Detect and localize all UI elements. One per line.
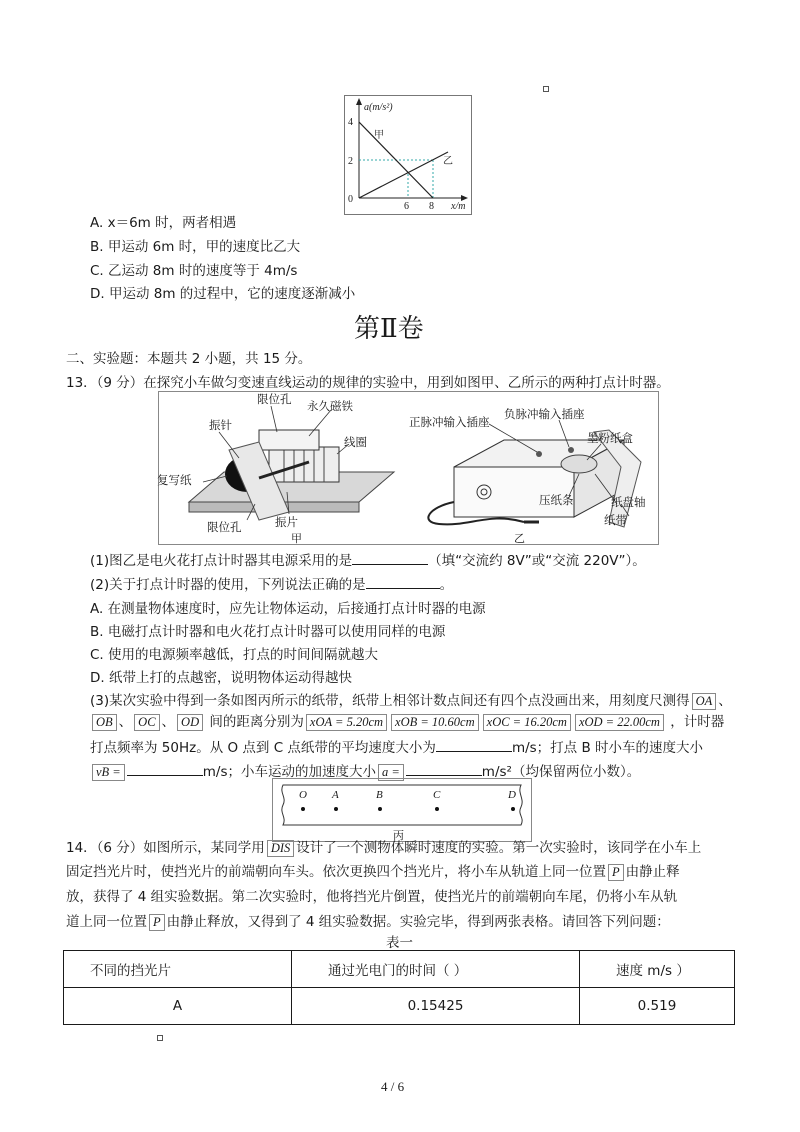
table-header-cell: 不同的挡光片 bbox=[64, 951, 292, 988]
sep-1: 、 bbox=[718, 693, 732, 709]
label-zhenzhen: 振针 bbox=[209, 418, 232, 432]
table1-caption: 表一 bbox=[386, 935, 413, 951]
box-vb: vB = bbox=[92, 764, 125, 781]
q14-text2b: 由静止释 bbox=[625, 864, 680, 880]
q12-option-d: D. 甲运动 8m 的过程中，它的速度逐渐减小 bbox=[90, 286, 356, 302]
tape-label-o: O bbox=[299, 789, 307, 801]
box-a: a = bbox=[378, 764, 404, 781]
x-tick-8: 8 bbox=[429, 201, 434, 212]
label-yongjiucitie: 永久磁铁 bbox=[307, 399, 353, 413]
label-zhenpian: 振片 bbox=[275, 515, 298, 529]
box-od: OD bbox=[177, 714, 203, 731]
label-zhipanzhou: 纸盘轴 bbox=[611, 495, 646, 509]
figure-box bbox=[158, 391, 659, 545]
box-ob: OB bbox=[92, 714, 117, 731]
line-jia bbox=[359, 122, 433, 198]
table-cell: A bbox=[64, 988, 292, 1025]
caption-jia: 甲 bbox=[291, 532, 302, 545]
label-jia: 甲 bbox=[374, 130, 384, 141]
y-tick-2: 2 bbox=[348, 156, 353, 167]
caption-yi: 乙 bbox=[514, 532, 525, 545]
q13-sub2 bbox=[90, 573, 453, 593]
q13-sub1-text: (1)图乙是电火花打点计时器其电源采用的是 bbox=[90, 553, 353, 569]
tape-dot-o bbox=[301, 807, 305, 811]
answer-blank-1[interactable] bbox=[352, 564, 428, 565]
label-yi: 乙 bbox=[443, 156, 453, 167]
meas-oc: xOC = 16.20cm bbox=[483, 714, 571, 731]
q12-option-c: C. 乙运动 8m 时的速度等于 4m/s bbox=[90, 263, 298, 279]
q14-text4a: 道上同一位置 bbox=[66, 914, 147, 930]
q14-text2a: 固定挡光片时，使挡光片的前端朝向车头。依次更换四个挡光片，将小车从轨道上同一位置 bbox=[66, 864, 606, 880]
label-yazhitiao: 压纸条 bbox=[539, 493, 574, 507]
answer-blank-4[interactable] bbox=[127, 775, 203, 776]
q14-line4 bbox=[66, 910, 670, 931]
q14-line1 bbox=[66, 836, 701, 857]
meas-od: xOD = 22.00cm bbox=[575, 714, 664, 731]
q13-sub3-text2: 间的距离分别为 bbox=[209, 714, 304, 730]
label-mofen: 墨粉纸盒 bbox=[587, 431, 633, 445]
q14-text1a: 14．（6 分）如图所示，某同学用 bbox=[66, 840, 265, 856]
box-dis: DIS bbox=[267, 840, 294, 857]
q14-text1b: 设计了一个测物体瞬时速度的实验。第一次实验时，该同学在小车上 bbox=[296, 840, 702, 856]
section-title: 第Ⅱ卷 bbox=[354, 314, 424, 343]
label-zhidai: 纸带 bbox=[604, 513, 627, 527]
label-xianquan: 线圈 bbox=[344, 435, 367, 449]
table-cell: 0.15425 bbox=[292, 988, 580, 1025]
q12-option-b: B. 甲运动 6m 时，甲的速度比乙大 bbox=[90, 239, 301, 255]
y-tick-0: 0 bbox=[348, 194, 353, 205]
q14-line3: 放，获得了 4 组实验数据。第二次实验时，他将挡光片倒置，使挡光片的前端朝向车尾，仍将小车从轨 bbox=[66, 889, 678, 905]
sep-3: 、 bbox=[161, 714, 176, 730]
acceleration-graph bbox=[344, 95, 472, 215]
x-axis-label: x/m bbox=[451, 201, 466, 212]
marker-square bbox=[543, 86, 549, 92]
label-fuxiezhi: 复写纸 bbox=[157, 473, 192, 487]
q13-sub3-text4b: m/s²（均保留两位小数）。 bbox=[481, 764, 641, 780]
table1 bbox=[63, 950, 735, 1025]
tape-dot-d bbox=[511, 807, 515, 811]
q13-sub3-line2 bbox=[90, 710, 724, 731]
tape-dot-a bbox=[334, 807, 338, 811]
table-header-cell: 通过光电门的时间（ ） bbox=[292, 951, 580, 988]
q13-sub2-text: (2)关于打点计时器的使用，下列说法正确的是 bbox=[90, 577, 366, 593]
label-xianweikong-top: 限位孔 bbox=[257, 392, 292, 406]
y-axis-arrow bbox=[356, 98, 362, 105]
tape-label-c: C bbox=[433, 789, 441, 801]
table-header-cell: 速度 m/s ） bbox=[580, 951, 735, 988]
label-zheng: 正脉冲输入插座 bbox=[409, 415, 490, 429]
tape-label-b: B bbox=[376, 789, 383, 801]
sep-2: 、 bbox=[118, 714, 133, 730]
y-axis-label: a(m/s²) bbox=[364, 102, 393, 113]
q13-option-b: B. 电磁打点计时器和电火花打点计时器可以使用同样的电源 bbox=[90, 624, 446, 640]
line-yi bbox=[359, 152, 448, 198]
q13-option-c: C. 使用的电源频率越低，打点的时间间隔就越大 bbox=[90, 647, 379, 663]
table-cell: 0.519 bbox=[580, 988, 735, 1025]
q13-sub3-line3 bbox=[90, 736, 703, 756]
tape-label-a: A bbox=[332, 789, 339, 801]
q14-text4b: 由静止释放，又得到了 4 组实验数据。实验完毕，得到两张表格。请回答下列问题： bbox=[166, 914, 670, 930]
q13-sub3-text1: (3)某次实验中得到一条如图丙所示的纸带，纸带上相邻计数点间还有四个点没画出来，用刻度尺测得 bbox=[90, 693, 690, 709]
label-xianweikong-bottom: 限位孔 bbox=[207, 520, 242, 534]
box-p-1: P bbox=[608, 864, 624, 881]
answer-blank-5[interactable] bbox=[406, 775, 482, 776]
q13-sub3-text3a: 打点频率为 50Hz。从 O 点到 C 点纸带的平均速度大小为 bbox=[90, 740, 436, 756]
label-fu: 负脉冲输入插座 bbox=[504, 407, 585, 421]
q12-option-a: A. x＝6m 时，两者相遇 bbox=[90, 215, 237, 231]
page-number: 4 / 6 bbox=[381, 1079, 405, 1094]
marker-square bbox=[157, 1035, 163, 1041]
answer-blank-3[interactable] bbox=[436, 751, 512, 752]
q13-sub3-line1 bbox=[90, 689, 732, 710]
table-row bbox=[64, 988, 735, 1025]
q13-option-d: D. 纸带上打的点越密，说明物体运动得越快 bbox=[90, 670, 352, 686]
x-tick-6: 6 bbox=[404, 201, 409, 212]
q13-sub1 bbox=[90, 549, 646, 569]
box-oc: OC bbox=[134, 714, 159, 731]
tape-label-d: D bbox=[508, 789, 516, 801]
answer-blank-2[interactable] bbox=[366, 588, 440, 589]
meas-ob: xOB = 10.60cm bbox=[391, 714, 479, 731]
box-oa: OA bbox=[692, 693, 717, 710]
q13-sub3-end2: ，计时器 bbox=[670, 714, 725, 730]
q13-stem: 13．（9 分）在探究小车做匀变速直线运动的规律的实验中，用到如图甲、乙所示的两种打点计时器。 bbox=[66, 375, 670, 391]
q13-sub3-text4a: m/s；小车运动的加速度大小 bbox=[202, 764, 376, 780]
box-p-2: P bbox=[149, 914, 165, 931]
q13-sub1-hint: （填“交流约 8V”或“交流 220V”）。 bbox=[428, 553, 646, 569]
meas-oa: xOA = 5.20cm bbox=[306, 714, 387, 731]
table-header-row bbox=[64, 951, 735, 988]
tape-figure bbox=[272, 778, 532, 842]
tape-dot-c bbox=[435, 807, 439, 811]
q14-line2 bbox=[66, 860, 680, 881]
q13-sub3-text3b: m/s；打点 B 时小车的速度大小 bbox=[511, 740, 704, 756]
q13-option-a: A. 在测量物体速度时，应先让物体运动，后接通打点计时器的电源 bbox=[90, 601, 486, 617]
tape-dot-b bbox=[378, 807, 382, 811]
tape-caption: 丙 bbox=[393, 829, 404, 842]
section-intro: 二、实验题：本题共 2 小题，共 15 分。 bbox=[66, 351, 312, 367]
q13-sub2-end: 。 bbox=[439, 577, 454, 593]
y-tick-4: 4 bbox=[348, 117, 353, 128]
